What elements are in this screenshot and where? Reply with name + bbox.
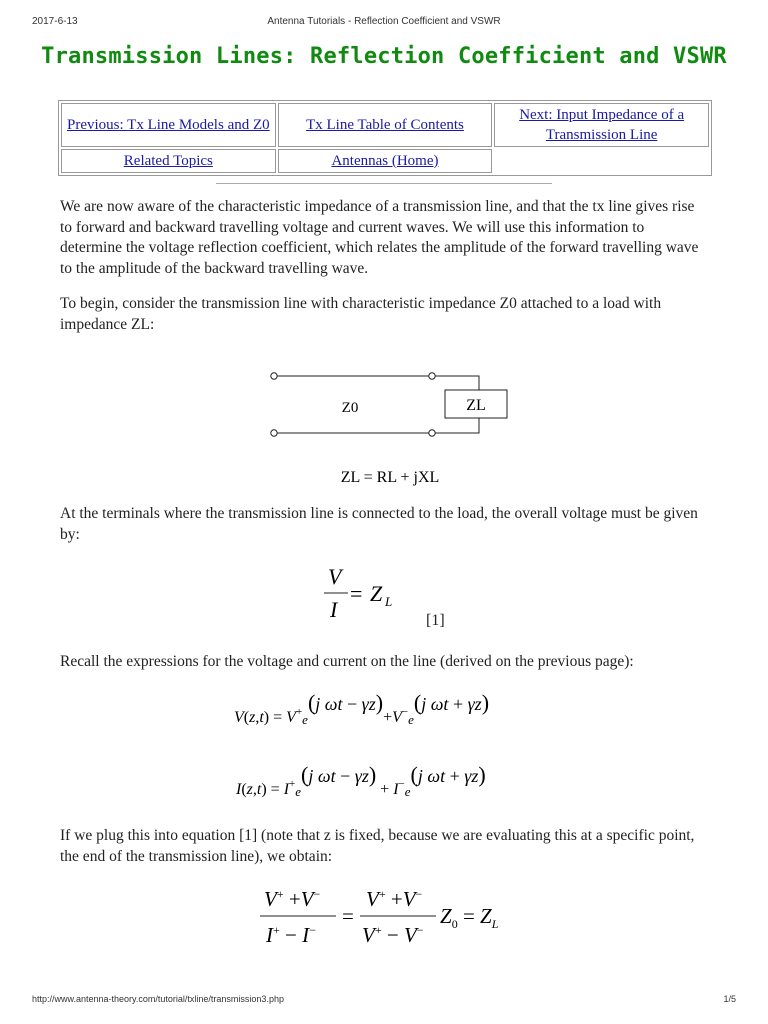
setup-paragraph: To begin, consider the transmission line with characteristic impedance Z0 attached to a load with impedance ZL:	[60, 295, 662, 333]
terminal-bottom-left	[271, 430, 277, 436]
load-label: ZL	[466, 397, 486, 414]
nav-cell-previous	[61, 103, 276, 147]
svg-text:V+ +V−: V+ +V−	[366, 887, 423, 911]
related-topics-link[interactable]: Related Topics	[123, 153, 213, 169]
tx-line-diagram	[260, 360, 520, 490]
nav-cell-empty	[494, 149, 709, 173]
eq1-numerator: V	[328, 564, 342, 589]
toc-link[interactable]: Tx Line Table of Contents	[306, 117, 464, 133]
nav-cell-next	[494, 103, 709, 147]
load-wire-top	[435, 376, 479, 390]
print-date: 2017-6-13	[32, 16, 78, 27]
eq1-z: Z	[370, 581, 383, 606]
plug-in-paragraph: If we plug this into equation [1] (note that z is fixed, because we are evaluating this at a specific point, the end of the transmission line), we obtain:	[60, 827, 695, 865]
nav-cell-related	[61, 149, 276, 173]
current-equation	[234, 758, 554, 802]
eq1-denominator: I	[330, 597, 338, 622]
intro-paragraph: We are now aware of the characteristic impedance of a transmission line, and that the tx line gives rise to forward and backward travelling voltage and current waves. We will use this information to determine the voltage reflection coefficient, which relates the amplitude of the forward travelling wave to the amplitude of the backward travelling wave.	[60, 198, 699, 277]
svg-text:=: =	[342, 904, 354, 928]
nav-cell-home	[278, 149, 493, 173]
terminal-bottom-right	[429, 430, 435, 436]
eq1-equals: =	[350, 581, 363, 606]
print-url: http://www.antenna-theory.com/tutorial/txline/transmission3.php	[32, 994, 284, 1004]
next-link[interactable]: Next: Input Impedance of a Transmission Line	[519, 107, 685, 143]
print-footer	[0, 994, 768, 1008]
recall-paragraph: Recall the expressions for the voltage and current on the line (derived on the previous page):	[60, 653, 634, 670]
nav-cell-toc	[278, 103, 493, 147]
previous-link[interactable]: Previous: Tx Line Models and Z0	[67, 117, 270, 133]
svg-text:I(z,t) = I+e(j ωt − γz) + I−e(: $I(z,t) = I^+_e(j$ $\omega t - \gamma z) + I^-_e(j$ ωt + γz)	[236, 762, 486, 799]
svg-text:V+ − V−: V+ − V−	[362, 923, 424, 947]
line-impedance-label: Z0	[341, 400, 359, 416]
eq1-subscript: L	[385, 594, 393, 609]
divider	[216, 183, 552, 184]
combined-equation	[258, 880, 528, 952]
load-wire-bottom	[435, 418, 479, 433]
terminal-top-left	[271, 373, 277, 379]
page-title: Transmission Lines: Reflection Coefficient and VSWR	[41, 44, 727, 69]
print-title: Antenna Tutorials - Reflection Coefficient and VSWR	[267, 16, 501, 27]
load-equation: ZL = RL + jXL	[340, 469, 440, 486]
eq1-label: [1]	[426, 612, 445, 629]
svg-text:V+ +V−: V+ +V−	[264, 887, 321, 911]
print-header	[0, 16, 768, 30]
nav-table	[58, 100, 712, 176]
terminal-top-right	[429, 373, 435, 379]
voltage-equation	[232, 690, 552, 730]
terminal-paragraph: At the terminals where the transmission line is connected to the load, the overall voltage must be given by:	[60, 505, 698, 543]
svg-text:V(z,t) = V+e(j ωt − γz)+V−e(j: $V(z,t) = V^+_e(j$ $\omega t - \gamma z)+V^-_e(j$ ωt + γz)	[234, 690, 490, 727]
svg-text:I+ − I−: I+ − I−	[266, 923, 316, 947]
home-link[interactable]: Antennas (Home)	[331, 153, 439, 169]
equation-1	[318, 560, 428, 630]
svg-text:Z0 = ZL: $Z_0 = Z_L$	[440, 904, 499, 931]
print-page-number: 1/5	[723, 994, 736, 1004]
